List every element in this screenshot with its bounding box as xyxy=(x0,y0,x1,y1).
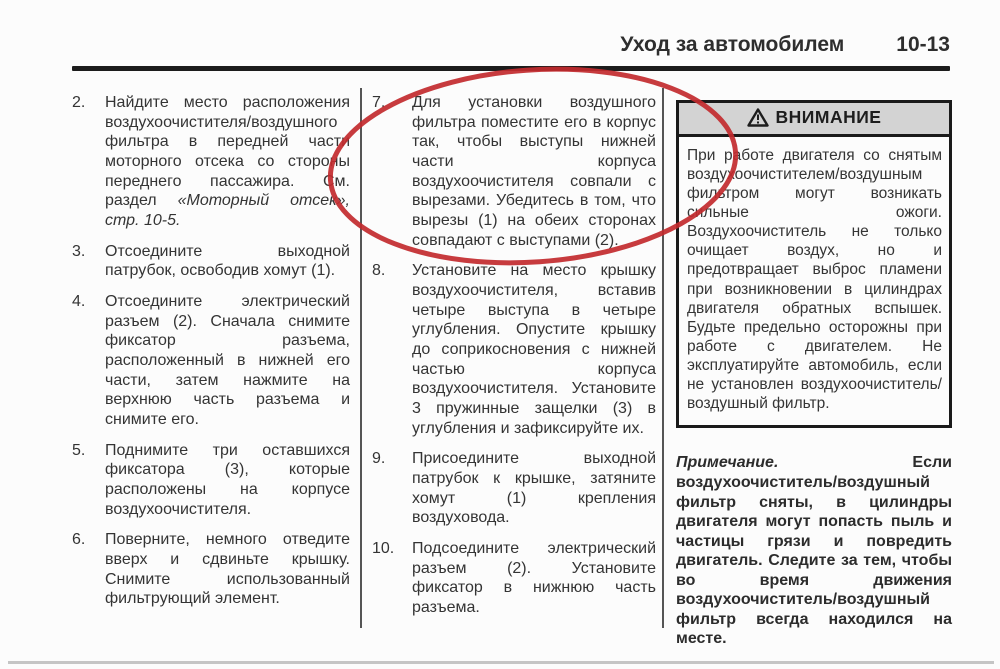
list-item-text: Отсоедините выходной патрубок, освободив хомут (1). xyxy=(105,242,350,280)
list-item xyxy=(72,292,350,430)
list-item-number: 6. xyxy=(72,531,86,549)
column-divider-right xyxy=(662,88,664,628)
page-number: 10-13 xyxy=(896,33,950,56)
list-item xyxy=(372,93,656,250)
list-item-number: 10. xyxy=(372,540,395,558)
list-item xyxy=(372,449,656,528)
column-divider-left xyxy=(360,88,362,628)
header-rule xyxy=(72,66,950,71)
list-item-text: Отсоедините электрический разъем (2). Сначала снимите фиксатор разъема, расположенный в нижней его части, затем нажмите на верхнюю часть разъема и снимите его. xyxy=(105,293,350,429)
list-item xyxy=(372,261,656,438)
list-item-text: Найдите место расположения воздухоочистителя/воздушного фильтра в передней части моторного отсека со стороны переднего пассажира. См. раздел «Моторный отсек», стр. 10-5. xyxy=(105,94,350,230)
column-middle xyxy=(372,93,656,629)
list-item-number: 2. xyxy=(72,94,86,111)
list-item-text: Поднимите три оставшихся фиксатора (3), которые расположены на корпусе воздухоочистителя. xyxy=(105,441,350,518)
list-item-number: 9. xyxy=(372,450,386,468)
warning-title: ВНИМАНИЕ xyxy=(775,107,882,127)
list-item-number: 4. xyxy=(72,293,86,311)
page-header xyxy=(72,33,950,57)
list-item xyxy=(72,441,350,520)
page-scan-edge xyxy=(8,661,994,664)
list-item xyxy=(72,530,350,609)
list-item-text: Присоедините выходной патрубок к крышке, затяните хомут (1) крепления воздуховода. xyxy=(412,450,656,527)
list-item-number: 5. xyxy=(72,441,86,459)
list-item-text: Для установки воздушного фильтра поместите его в корпус так, чтобы выступы нижней части корпуса воздухоочистителя совпали с вырезами. Убедитесь в том, что вырезы (1) на обеих сторонах совпадают с выступами (2). xyxy=(412,94,656,249)
note-body: Если воздухоочиститель/воздушный фильтр сняты, в цилиндры двигателя могут попасть пыль и частицы грязи и повредить двигатель. Следите за тем, чтобы во время движения воздухоочиститель/воздушный фильтр всегда находился на месте. xyxy=(676,454,952,648)
warning-header xyxy=(679,103,949,137)
note-lead: Примечание. xyxy=(676,454,779,472)
column-right xyxy=(676,100,952,665)
warning-box xyxy=(676,100,952,428)
list-item-number: 7. xyxy=(372,94,386,111)
list-item-text: Поверните, немного отведите вверх и сдвиньте крышку. Снимите использованный фильтрующий элемент. xyxy=(105,531,350,608)
column-left xyxy=(72,93,350,620)
list-item xyxy=(372,539,656,618)
list-item-text: Установите на место крышку воздухоочистителя, вставив четыре выступа в четыре углубления. Опустите крышку до соприкосновения с нижней частью корпуса воздухоочистителя. Установите 3 пружинные защелки (3) в углубления и зафиксируйте их. xyxy=(412,262,656,437)
warning-triangle-icon xyxy=(747,108,769,127)
list-item xyxy=(72,93,350,231)
list-item-number: 3. xyxy=(72,242,86,260)
list-item-number: 8. xyxy=(372,262,386,280)
list-item-text: Подсоедините электрический разъем (2). Установите фиксатор в нижнюю часть разъема. xyxy=(412,540,656,617)
list-item xyxy=(72,242,350,281)
warning-text: При работе двигателя со снятым воздухоочистителем/воздушным фильтром могут возникать сильные ожоги. Воздухоочиститель не только очищает воздух, но и предотвращает выброс пламени при возникновении в цилиндрах двигателя обратных вспышек. Будьте предельно осторожны при работе с двигателем. Не эксплуатируйте автомобиль, если не установлен воздухоочиститель/воздушный фильтр. xyxy=(687,146,942,413)
note xyxy=(676,453,952,648)
chapter-title: Уход за автомобилем xyxy=(620,33,845,56)
cross-reference: «Моторный отсек», стр. 10-5. xyxy=(105,192,350,230)
